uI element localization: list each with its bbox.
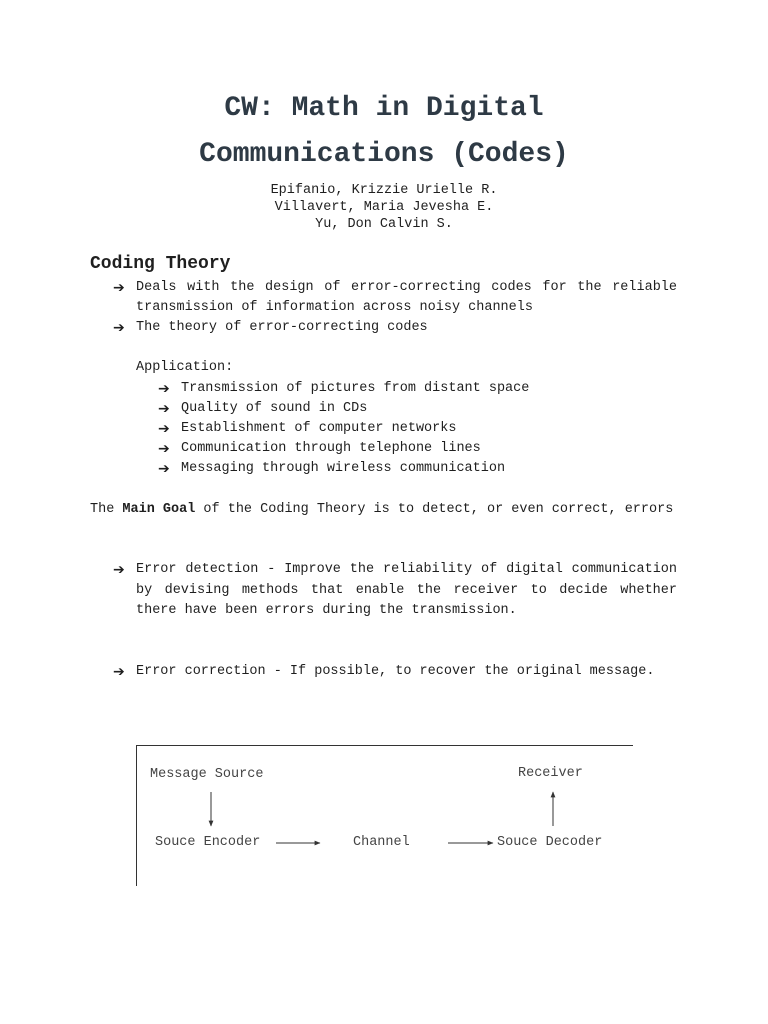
application-text: Establishment of computer networks (181, 421, 457, 436)
bullet-item (113, 318, 677, 338)
arrow-bullet-icon: ➔ (113, 562, 125, 578)
section-heading: Coding Theory (90, 254, 231, 274)
error-correction-text: Error correction - If possible, to recover the original message. (136, 664, 655, 679)
arrow-bullet-icon: ➔ (113, 320, 125, 336)
communication-diagram (136, 745, 633, 886)
title-line-2: Communications (Codes) (199, 139, 569, 170)
error-detection-text: Error detection - Improve the reliability of digital communication by devising methods that enable the receiver to decide whether there have been errors during the transmission. (136, 562, 677, 618)
application-text: Quality of sound in CDs (181, 401, 368, 416)
arrow-bullet-icon: ➔ (158, 421, 170, 437)
error-bullet-item (113, 560, 677, 622)
bullet-item (113, 278, 677, 318)
main-goal-emphasis: Main Goal (122, 502, 196, 517)
arrow-bullet-icon: ➔ (113, 280, 125, 296)
main-goal-prefix: The (90, 502, 123, 517)
application-text: Transmission of pictures from distant space (181, 381, 530, 396)
application-label: Application: (136, 360, 234, 375)
arrow-bullet-icon: ➔ (158, 441, 170, 457)
arrow-bullet-icon: ➔ (113, 664, 125, 680)
bullet-text: The theory of error-correcting codes (136, 320, 428, 335)
application-text: Communication through telephone lines (181, 441, 481, 456)
error-bullet-item (113, 662, 677, 683)
author-name: Villavert, Maria Jevesha E. (274, 200, 494, 215)
application-item (158, 379, 658, 399)
arrow-bullet-icon: ➔ (158, 401, 170, 417)
main-goal-paragraph (90, 500, 677, 521)
author-list (0, 182, 768, 233)
arrow-bullet-icon: ➔ (158, 381, 170, 397)
main-goal-suffix: of the Coding Theory is to detect, or even correct, errors (195, 502, 674, 517)
diagram-channel: Channel (353, 835, 410, 850)
application-item (158, 439, 658, 459)
diagram-message-source: Message Source (150, 767, 264, 782)
application-item (158, 459, 658, 479)
application-item (158, 399, 658, 419)
author-name: Yu, Don Calvin S. (315, 217, 453, 232)
arrow-bullet-icon: ➔ (158, 461, 170, 477)
document-title (0, 86, 768, 178)
application-text: Messaging through wireless communication (181, 461, 506, 476)
diagram-source-decoder: Souce Decoder (497, 835, 603, 850)
diagram-source-encoder: Souce Encoder (155, 835, 261, 850)
application-item (158, 419, 658, 439)
author-name: Epifanio, Krizzie Urielle R. (270, 183, 498, 198)
title-line-1: CW: Math in Digital (224, 93, 544, 124)
diagram-receiver: Receiver (518, 766, 583, 781)
diagram-arrows (137, 746, 633, 886)
bullet-text: Deals with the design of error-correcting codes for the reliable transmission of information across noisy channels (136, 280, 677, 315)
